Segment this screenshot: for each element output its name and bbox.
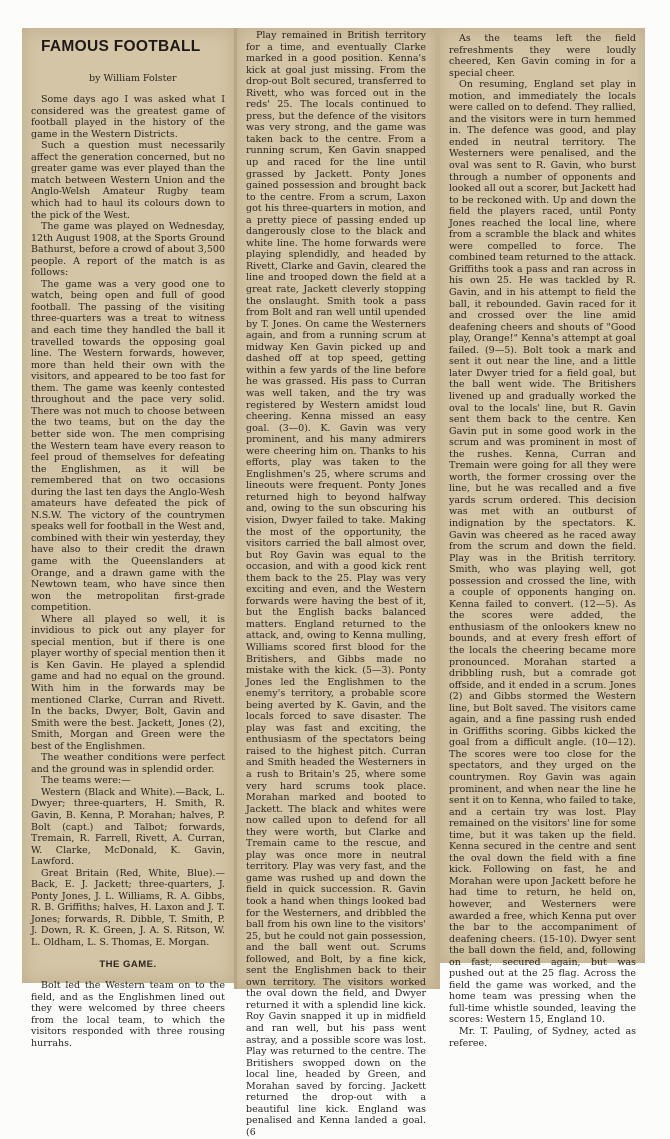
paragraph: Mr. T. Pauling, of Sydney, acted as referee. — [449, 1026, 636, 1049]
paragraph: The game was played on Wednesday, 12th August 1908, at the Sports Ground Bathurst, before a crowd of about 3,500 people. A report of the match is as follows: — [31, 221, 225, 279]
paragraph: The game was a very good one to watch, being open and full of good football. The passing of the visiting three-quarters was a treat to witness and each time they handled the ball it travelled towards the opposing goal line. The Western forwards, however, more than held their own with the visitors, and appeared to be too fast for them. The game was keenly contested throughout and the pace very solid. There was not much to choose between the two teams, but on the day the better side won. The men comprising the Western team have every reason to feel proud of themselves for defeating the Englishmen, as it will be remembered that on two occasions during the last ten days the Anglo-Wesh amateurs have defeated the pick of N.S.W. The victory of the countrymen speaks well for football in the West and, combined with their win yesterday, they have also to their credit the drawn game with the Queenslanders at Orange, and a drawn game with the Newtown team, who have since then won the metropolitan first-grade competition. — [31, 278, 225, 614]
paragraph: Some days ago I was asked what I considered was the greatest game of football played in the history of the game in the Western Districts. — [31, 94, 225, 140]
paragraph: Such a question must necessarily affect the generation concerned, but no greater game was ever played than the match between Western Union and the Anglo-Welsh Amateur Rugby team which had to haul its colours down to the pick of the West. — [31, 140, 225, 221]
paragraph: As the teams left the field refreshments they were loudly cheered, Ken Gavin coming in for a special cheer. — [449, 33, 636, 79]
paragraph: The weather conditions were perfect and the ground was in splendid order. — [31, 752, 225, 775]
paragraph: Bolt led the Western team on to the field, and as the Englishmen lined out they were welcomed by three cheers from the local team, to which the visitors responded with three rousing hurrahs. — [31, 980, 225, 1049]
paragraph: Where all played so well, it is invidious to pick out any player for special mention, but if there is one player worthy of special mention then it is Ken Gavin. He played a splendid game and had no equal on the ground. With him in the forwards may be mentioned Clarke, Curran and Rivett. In the backs, Dwyer, Bolt, Gavin and Smith were the best. Jackett, Jones (2), Smith, Morgan and Green were the best of the Englishmen. — [31, 613, 225, 752]
paragraph: On resuming, England set play in motion, and immediately the locals were called on to defend. They rallied, and the visitors were in turn hemmed in. The defence was good, and play ended in neutral territory. The Westerners were penalised, and the oval was sent to R. Gavin, who burst through a number of opponents and looked all out a scorer, but Jackett had to be reckoned with. Up and down the field the players raced, until Ponty Jones reached the local line, where from a scramble the black and whites were compelled to force. The combined team returned to the attack. Griffiths took a pass and ran across in his own 25. He was tackled by R. Gavin, and in his attempt to field the ball, it rebounded. Gavin raced for it and crossed over the line amid deafening cheers and shouts of "Good play, Orange!" Kenna's attempt at goal failed. (9—5). Bolt took a mark and sent it out near the line, and a little later Dwyer tried for a field goal, but the ball went wide. The Britishers livened up and gradually worked the oval to the locals' line, but R. Gavin sent them back to the centre. Ken Gavin put in some good work in the scrum and was prominent in most of the rushes. Kenna, Curran and Tremain were going for all they were worth, the former crossing over the line, but he was recalled and a five yards scrum ordered. This decision was met with an outburst of indignation by the spectators. K. Gavin was cheered as he raced away from the scrum and down the field. Play was in the British territory. Smith, who was playing well, got possession and crossed the line, with a couple of opponents hanging on. Kenna failed to convert. (12—5). As the scores were added, the enthusiasm of the onlookers knew no bounds, and at every fresh effort of the locals the cheering became more pronounced. Morahan started a dribbling rush, but a comrade got offside, and it ended in a scrum. Jones (2) and Gibbs stormed the Western line, but Bolt saved. The visitors came again, and a fine passing rush ended in Griffiths scoring. Gibbs kicked the goal from a difficult angle. (10—12). The scores were too close for the spectators, and they urged on the countrymen. Roy Gavin was again prominent, and when near the line he sent it on to Kenna, who failed to take, and a certain try was lost. Play remained on the visitors' line for some time, but it was taken up the field. Kenna secured in the centre and sent the oval down the field with a fine kick. Following on fast, he and Morahan were upon Jackett before he had time to return, he held on, however, and Westerners were awarded a free, which Kenna put over the bar to the accompaniment of deafening cheers. (15-10). Dwyer sent the ball down the field, and, following on fast, secured again, but was pushed out at the 25 flag. Across the field the game was worked, and the home team was pressing when the full-time whistle sounded, leaving the scores: Western 15, England 10. — [449, 79, 636, 1026]
byline: by William Folster — [89, 72, 177, 84]
paragraph: Play remained in British territory for a time, and eventually Clarke marked in a good position. Kenna's kick at goal just missing. From the drop-out Bolt secured, transferred to Rivett, who was forced out in the reds' 25. The locals continued to press, but the defence of the visitors was very strong, and the game was taken back to the centre. From a running scrum, Ken Gavin snapped up and raced for the line until grassed by Jackett. Ponty Jones gained possession and brought back to the centre. From a scrum, Laxon got his three-quarters in motion, and a pretty piece of passing ended up dangerously close to the black and white line. The home forwards were playing splendidly, and headed by Rivett, Clarke and Gavin, cleared the line and trooped down the field at a great rate, Jackett cleverly stopping the onslaught. Smith took a pass from Bolt and ran well until upended by T. Jones. On came the Westerners again, and from a running scrum at midway Ken Gavin picked up and dashed off at top speed, getting within a few yards of the line before he was grassed. His pass to Curran was well taken, and the try was registered by Western amidst loud cheering. Kenna missed an easy goal. (3—0). K. Gavin was very prominent, and his many admirers were cheering him on. Thanks to his efforts, play was taken to the Englishmen's 25, where scrums and lineouts were frequent. Ponty Jones returned high to beyond halfway and, owing to the sun obscuring his vision, Dwyer failed to take. Making the most of the opportunity, the visitors carried the ball almost over, but Roy Gavin was equal to the occasion, and with a good kick rent them back to the 25. Play was very exciting and even, and the Western forwards were having the best of it, but the English backs balanced matters. England returned to the attack, and, owing to Kenna mulling, Williams scored first blood for the Britishers, and Gibbs made no mistake with the kick. (5—3). Ponty Jones led the Englishmen to the enemy's territory, a probable score being averted by K. Gavin, and the locals forced to save disaster. The play was fast and exciting, the enthusiasm of the spectators being raised to the highest pitch. Curran and Smith headed the Westerners in a rush to Britain's 25, where some very hard scrums took place. Morahan marked and booted to Jackett. The black and whites were now called upon to defend for all they were worth, but Clarke and Tremain came to the rescue, and play was once more in neutral territory. Play was very fast, and the game was rushed up and down the field in quick succession. R. Gavin took a hand when things looked bad for the Westerners, and dribbled the ball from his own line to the visitors' 25, but he could not gain possession, and the ball went out. Scrums followed, and Bolt, by a fine kick, sent the Englishmen back to their own territory. The visitors worked the oval down the field, and Dwyer returned it with a splendid line kick. Roy Gavin snapped it up in midfield and ran well, but his pass went astray, and a possible score was lost. Play was returned to the centre. The Britishers swopped down on the local line, headed by Green, and Morahan saved by forcing. Jackett returned the drop-out with a beautiful line kick. England was penalised and Kenna landed a goal. (6 — [246, 30, 426, 1138]
column-2 — [237, 28, 435, 1138]
column-1 — [22, 28, 234, 1049]
column-3 — [440, 28, 645, 1049]
article-title: FAMOUS FOOTBALL — [41, 38, 201, 55]
paragraph: The teams were:— — [41, 775, 131, 787]
team-great-britain: Great Britain (Red, White, Blue).—Back, E. J. Jackett; three-quarters, J. Ponty Jones, J. L. Williams, R. A. Gibbs, R. B. Griffiths; halves, H. Laxon and J. T. Jones; forwards, R. Dibble, T. Smith, P. J. Down, R. K. Green, J. A. S. Ritson, W. L. Oldham, L. S. Thomas, E. Morgan. — [31, 867, 225, 949]
team-western: Western (Black and White).—Back, L. Dwyer; three-quarters, H. Smith, R. Gavin, B. Kenna, P. Morahan; halves, P. Bolt (capt.) and Talbot; forwards, Tremain, R. Farrell, Rivett, A. Curran, W. Clarke, McDonald, K. Gavin, Lawford. — [31, 786, 225, 868]
section-heading: THE GAME. — [99, 958, 157, 970]
